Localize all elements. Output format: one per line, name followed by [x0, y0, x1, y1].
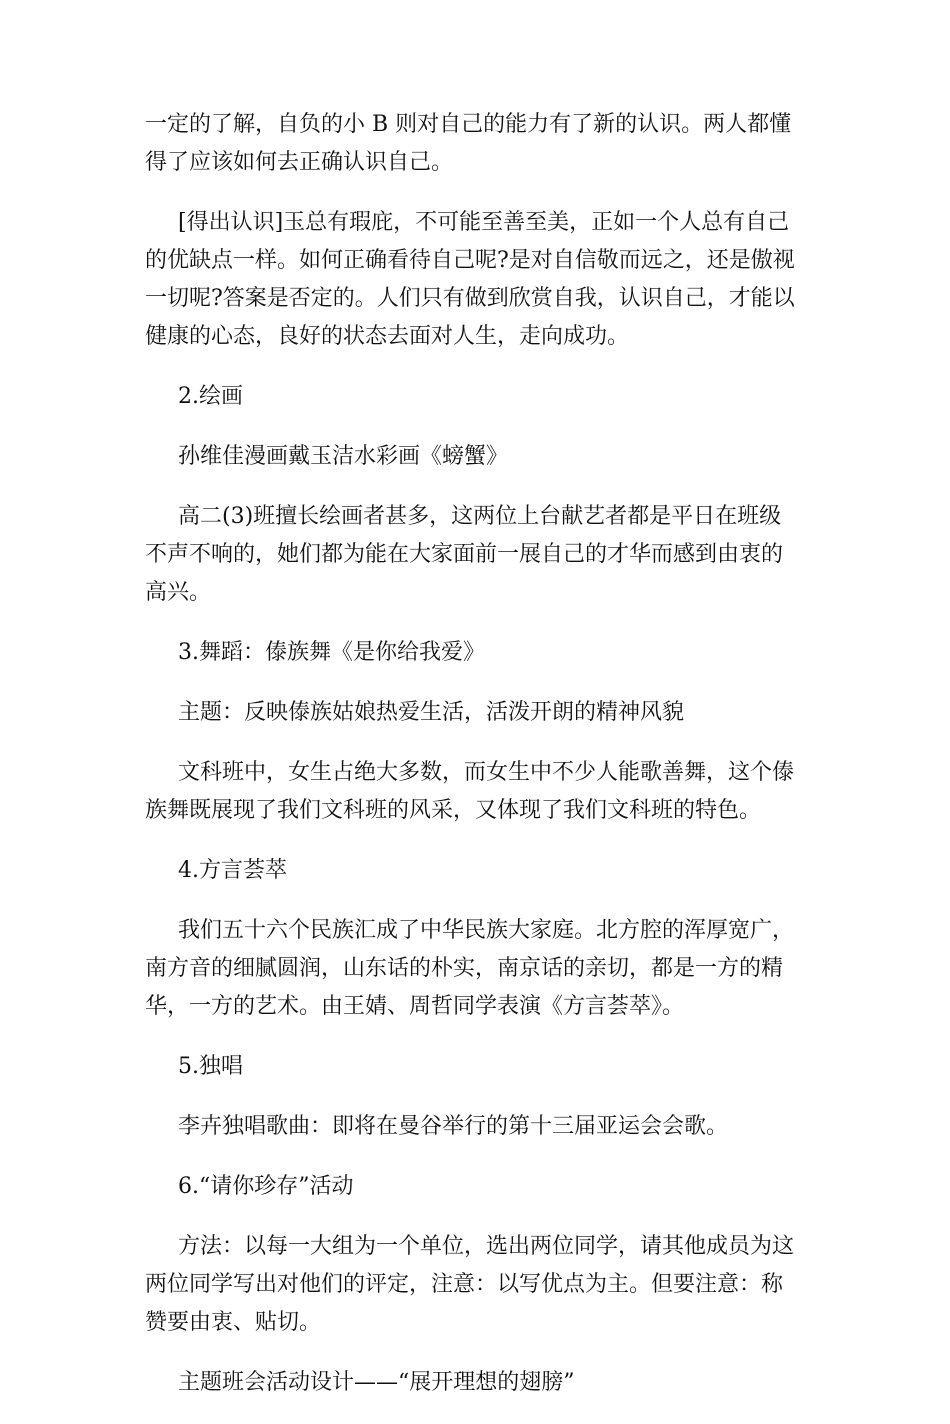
text-line: 3.舞蹈：傣族舞《是你给我爱》 — [178, 640, 485, 665]
text-line: 赞要由衷、贴切。 — [145, 1310, 322, 1335]
text-line: 高兴。 — [145, 580, 212, 605]
text-line: 主题班会活动设计——“展开理想的翅膀” — [178, 1370, 575, 1395]
paragraph-activity-method — [145, 1228, 815, 1342]
text-line: 2.绘画 — [178, 384, 243, 409]
text-line: 文科班中，女生占绝大多数，而女生中不少人能歌善舞，这个傣 — [178, 760, 795, 785]
section-heading-activity — [145, 1168, 815, 1206]
paragraph-solo-desc — [145, 1108, 815, 1146]
paragraph-dialects-desc — [145, 912, 815, 1026]
section-heading-painting — [145, 378, 815, 416]
text-line: 族舞既展现了我们文科班的风采，又体现了我们文科班的特色。 — [145, 798, 762, 823]
paragraph-painting-desc — [145, 498, 815, 612]
section-heading-dance — [145, 634, 815, 672]
paragraph-dance-theme — [145, 694, 815, 732]
paragraph-conclusion — [145, 204, 815, 356]
text-line: 不声不响的，她们都为能在大家面前一展自己的才华而感到由衷的 — [145, 542, 784, 567]
text-line: 健康的心态，良好的状态去面对人生，走向成功。 — [145, 324, 630, 349]
text-line: 南方音的细腻圆润，山东话的朴实，南京话的亲切，都是一方的精 — [145, 956, 784, 981]
text-line: 李卉独唱歌曲：即将在曼谷举行的第十三届亚运会会歌。 — [178, 1114, 729, 1139]
text-line: 得了应该如何去正确认识自己。 — [145, 150, 454, 175]
text-line: 华，一方的艺术。由王婧、周哲同学表演《方言荟萃》。 — [145, 994, 685, 1019]
text-line: 4.方言荟萃 — [178, 858, 287, 883]
text-line: 一定的了解，自负的小 B 则对自己的能力有了新的认识。两人都懂 — [145, 112, 792, 137]
text-line: 的优缺点一样。如何正确看待自己呢?是对自信敬而远之，还是傲视 — [145, 248, 795, 273]
text-line: 我们五十六个民族汇成了中华民族大家庭。北方腔的浑厚宽广， — [178, 918, 795, 943]
text-line: [得出认识]玉总有瑕庇，不可能至善至美，正如一个人总有自己 — [178, 210, 790, 235]
text-line: 一切呢?答案是否定的。人们只有做到欣赏自我，认识自己，才能以 — [145, 286, 795, 311]
paragraph-next-title — [145, 1364, 815, 1402]
text-line: 高二(3)班擅长绘画者甚多，这两位上台献艺者都是平日在班级 — [178, 504, 782, 529]
paragraph-painting-works — [145, 438, 815, 476]
section-heading-dialects — [145, 852, 815, 890]
text-line: 6.“请你珍存”活动 — [178, 1174, 354, 1199]
text-line: 方法：以每一大组为一个单位，选出两位同学，请其他成员为这 — [178, 1234, 795, 1259]
paragraph-continuation — [145, 106, 815, 182]
text-line: 两位同学写出对他们的评定，注意：以写优点为主。但要注意：称 — [145, 1272, 784, 1297]
document-body — [145, 106, 815, 1424]
paragraph-dance-desc — [145, 754, 815, 830]
text-line: 5.独唱 — [178, 1054, 243, 1079]
text-line: 孙维佳漫画戴玉洁水彩画《螃蟹》 — [178, 444, 509, 469]
section-heading-solo — [145, 1048, 815, 1086]
text-line: 主题：反映傣族姑娘热爱生活，活泼开朗的精神风貌 — [178, 700, 685, 725]
